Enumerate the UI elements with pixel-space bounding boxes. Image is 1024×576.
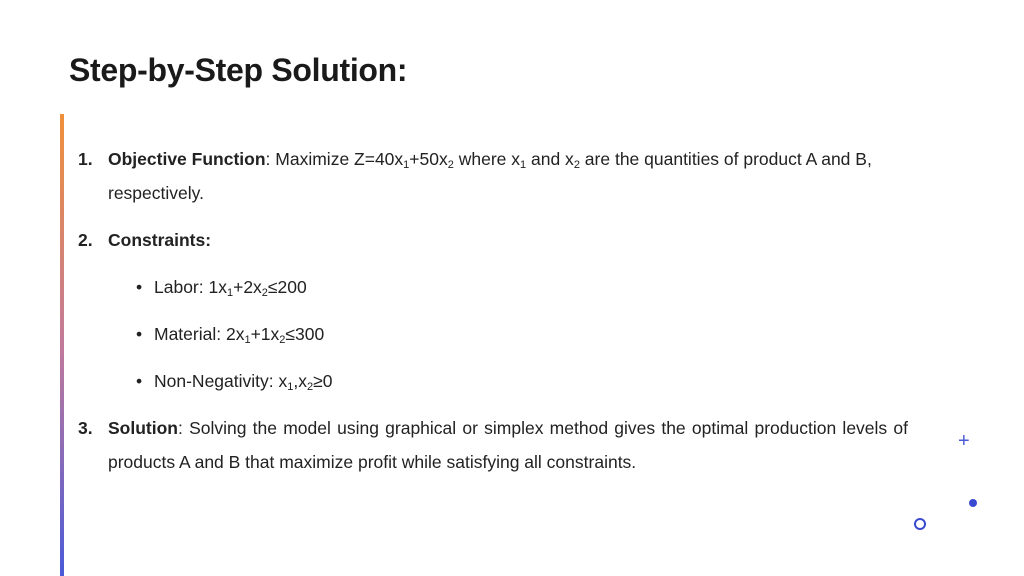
step-objective-function [78, 142, 908, 210]
step-heading: Solution [108, 418, 178, 438]
subscript: 1 [244, 334, 251, 346]
step-separator: : [205, 230, 212, 250]
step-separator: : [177, 418, 183, 438]
objective-text-e: are the quantities of product A and B, respectively. [108, 149, 872, 203]
subscript: 1 [403, 159, 410, 171]
step-heading: Constraints [108, 230, 206, 250]
bullet-dot: • [136, 277, 143, 297]
step-separator: : [265, 149, 271, 169]
dot-icon [969, 499, 977, 507]
step-body [108, 223, 908, 257]
subscript: 2 [447, 159, 454, 171]
subscript: 1 [287, 381, 294, 393]
step-body [108, 142, 908, 210]
bullet-dot: • [136, 371, 143, 391]
solution-content [78, 142, 908, 492]
objective-text-d: and x [526, 149, 574, 169]
subscript: 2 [573, 159, 580, 171]
accent-bar [60, 114, 64, 576]
step-body [108, 411, 908, 479]
ring-icon [914, 518, 926, 530]
step-number: 1. [78, 149, 93, 169]
subscript: 2 [307, 381, 314, 393]
step-number: 3. [78, 418, 93, 438]
list-item [78, 270, 908, 304]
step-number: 2. [78, 230, 93, 250]
objective-text-b: +50x [409, 149, 448, 169]
objective-text-a: Maximize Z=40x [275, 149, 404, 169]
page-title: Step-by-Step Solution: [69, 52, 408, 88]
bullet-dot: • [136, 324, 143, 344]
subscript: 1 [520, 159, 527, 171]
step-constraints [78, 223, 908, 257]
constraint-text: Non-Negativity: $x_1,x_2\ge 0$ [154, 371, 333, 393]
subscript: 2 [279, 334, 286, 346]
list-item [78, 364, 908, 398]
objective-text-c: where x [453, 149, 520, 169]
constraint-text: Labor: $1x_1+2x_2\le 200$ [154, 277, 307, 299]
solution-text: Solving the model using graphical or simplex method gives the optimal production levels of products A and B that maximize profit while satisfying all constraints. [108, 418, 908, 472]
subscript: 2 [261, 287, 268, 299]
constraint-text: Material: $2x_1+1x_2\le 300$ [154, 324, 325, 346]
step-heading: Objective Function [108, 149, 266, 169]
subscript: 1 [226, 287, 234, 299]
list-item [78, 317, 908, 351]
constraint-list [78, 270, 908, 398]
plus-icon: + [958, 430, 970, 452]
step-solution [78, 411, 908, 479]
